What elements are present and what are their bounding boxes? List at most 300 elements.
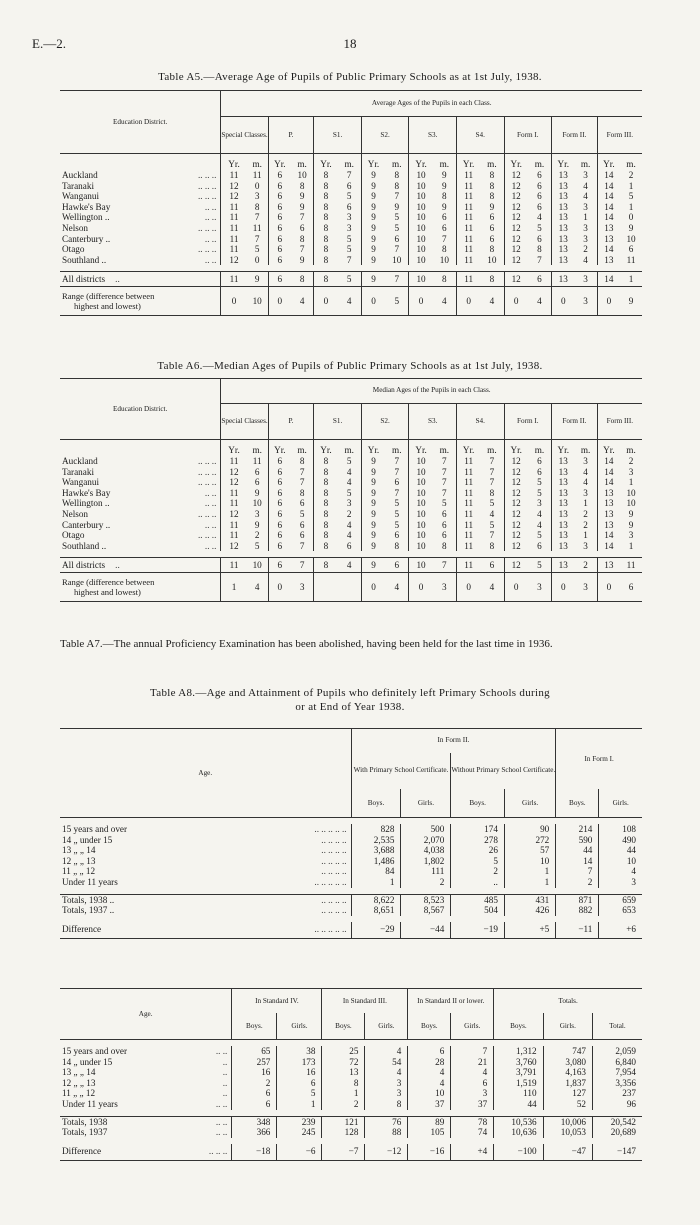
count-cell: 10,536 [494, 1116, 543, 1127]
age-cell: 10 [409, 477, 433, 488]
age-text: Difference [62, 924, 102, 935]
age-cell: 10 [252, 498, 262, 509]
age-cell: 10 [409, 255, 433, 266]
age-cell: 7 [254, 233, 260, 244]
age-cell: 8 [442, 540, 447, 551]
age-cell: 8 [314, 477, 338, 488]
age-cell: 8 [314, 191, 338, 202]
district-label: Otago [62, 530, 85, 541]
count-cell: 10 [504, 856, 555, 867]
district-name [60, 202, 221, 213]
age-cell: 3 [583, 456, 588, 466]
leader-dots: .. .. .. [198, 170, 217, 180]
district-label: Nelson [62, 222, 89, 233]
age-cell: 13 [552, 223, 575, 234]
range-cell: 0 [268, 573, 291, 602]
count-cell: 3 [599, 877, 642, 888]
range-cell: 3 [433, 573, 457, 602]
age-cell: 3 [537, 498, 542, 509]
count-cell: 6 [451, 1078, 494, 1089]
district-name [60, 244, 221, 255]
age-cell: 1 [628, 540, 634, 551]
class-header: S1. [314, 403, 362, 439]
district-name [60, 498, 221, 509]
age-cell: 11 [456, 255, 480, 266]
leader-dots: .. .. .. [198, 530, 217, 541]
age-cell: 5 [254, 540, 260, 551]
report-code: E.—2. [32, 36, 66, 51]
leader-dots: .. .. .. [198, 456, 217, 466]
age-cell: 11 [456, 191, 480, 202]
count-cell: −47 [543, 1144, 592, 1161]
age-cell: 1 [583, 212, 588, 223]
age-label [60, 866, 351, 877]
count-cell: −19 [451, 922, 505, 939]
age-cell: 13 [552, 541, 575, 552]
age-cell: 7 [537, 254, 542, 265]
count-cell: 3,791 [494, 1067, 543, 1078]
district-header: Education District. [60, 91, 221, 154]
age-cell: 13 [552, 520, 575, 531]
age-cell: 3 [583, 201, 588, 212]
age-cell: 13 [552, 456, 575, 467]
count-cell: 2 [401, 877, 451, 888]
age-cell: 6 [268, 456, 291, 467]
age-cell: 12 [504, 558, 528, 573]
range-cell: 4 [338, 287, 362, 316]
age-cell: 8 [299, 456, 305, 466]
age-cell: 9 [361, 202, 385, 213]
age-cell: 14 [597, 212, 620, 223]
age-cell: 11 [456, 558, 480, 573]
age-cell: 5 [394, 498, 400, 509]
age-cell: 10 [439, 254, 449, 265]
col-header: Boys. [232, 1013, 277, 1040]
unit-months: m. [534, 445, 545, 456]
age-cell: 14 [597, 244, 620, 255]
age-cell: 5 [537, 487, 542, 498]
count-cell: 13 [322, 1067, 365, 1078]
range-row [60, 573, 642, 602]
age-cell: 11 [456, 223, 480, 234]
age-cell: 6 [442, 508, 447, 519]
count-cell: 10,636 [494, 1127, 543, 1138]
age-cell: 2 [583, 244, 588, 255]
age-cell: 11 [456, 212, 480, 223]
count-cell: 14 [556, 856, 599, 867]
unit-years: Yr. [552, 154, 575, 171]
district-name [60, 255, 221, 266]
count-cell: 20,542 [593, 1116, 642, 1127]
age-cell: 6 [268, 530, 291, 541]
range-label [60, 573, 221, 602]
age-label [60, 856, 351, 867]
leader-dots: .. [222, 1056, 228, 1067]
class-header: Form II. [552, 403, 598, 439]
age-cell: 11 [456, 541, 480, 552]
age-cell: 13 [552, 488, 575, 499]
age-cell: 10 [409, 520, 433, 531]
table-row [60, 866, 642, 877]
age-cell: 9 [361, 244, 385, 255]
group-header: Average Ages of the Pupils in each Class. [221, 91, 642, 117]
age-cell: 2 [254, 530, 260, 541]
age-cell: 10 [247, 558, 269, 573]
count-cell: 6 [232, 1088, 277, 1099]
count-cell: 6 [232, 1099, 277, 1110]
count-cell: 90 [504, 824, 555, 835]
age-cell: 13 [552, 181, 575, 192]
age-cell: 12 [504, 541, 528, 552]
all-districts-text: All districts [62, 274, 106, 285]
count-cell: 214 [556, 824, 599, 835]
age-cell: 7 [442, 456, 447, 466]
table-row [60, 255, 642, 266]
count-cell: 121 [322, 1116, 365, 1127]
age-cell: 9 [361, 170, 385, 181]
count-cell: 348 [232, 1116, 277, 1127]
age-cell: 5 [628, 191, 634, 202]
age-cell: 9 [247, 272, 269, 287]
class-header: P. [268, 403, 314, 439]
age-cell: 6 [628, 244, 634, 255]
age-cell: 6 [254, 466, 260, 477]
count-cell: −16 [408, 1144, 451, 1161]
count-cell: 84 [351, 866, 401, 877]
leader-dots: .. .. [204, 254, 217, 265]
table-row [60, 509, 642, 520]
age-label [60, 1116, 232, 1127]
table-row [60, 1046, 642, 1057]
age-text: Totals, 1938 [62, 1116, 108, 1127]
age-label [60, 1067, 232, 1078]
all-districts-row [60, 558, 642, 573]
count-cell: −147 [593, 1144, 642, 1161]
count-cell: 7 [556, 866, 599, 877]
age-cell: 13 [552, 477, 575, 488]
col-header: Boys. [322, 1013, 365, 1040]
count-cell: 10 [408, 1088, 451, 1099]
age-cell: 6 [394, 233, 400, 244]
leader-dots: .. .. [215, 1127, 228, 1138]
count-cell: 3,760 [494, 1057, 543, 1068]
age-cell: 5 [299, 508, 305, 519]
age-cell: 6 [268, 212, 291, 223]
leader-dots: .. .. .. [198, 466, 217, 477]
age-cell: 11 [221, 212, 247, 223]
units-row [60, 440, 642, 457]
leader-dots: .. .. [204, 519, 217, 530]
age-cell: 12 [504, 456, 528, 467]
totals-row [60, 1116, 642, 1127]
age-cell: 10 [409, 181, 433, 192]
age-cell: 8 [314, 488, 338, 499]
age-cell: 7 [299, 212, 305, 223]
age-cell: 10 [409, 498, 433, 509]
age-cell: 9 [489, 201, 495, 212]
unit-months: m. [344, 445, 354, 456]
age-cell: 4 [489, 508, 495, 519]
unit-months: m. [297, 159, 307, 170]
count-cell: 37 [408, 1099, 451, 1110]
count-cell: 54 [365, 1057, 408, 1068]
count-cell: 44 [494, 1099, 543, 1110]
district-name [60, 223, 221, 234]
count-cell: 10,053 [543, 1127, 592, 1138]
count-cell: 2 [232, 1078, 277, 1089]
count-cell: 21 [451, 1057, 494, 1068]
std3-header: In Standard III. [322, 989, 408, 1014]
age-cell: 8 [489, 244, 495, 255]
age-cell: 3 [254, 508, 260, 519]
all-districts-label [60, 272, 221, 287]
age-cell: 8 [489, 540, 495, 551]
age-cell: 6 [268, 202, 291, 213]
count-cell: 8,651 [351, 905, 401, 916]
age-cell: 7 [291, 558, 314, 573]
count-cell: 110 [494, 1088, 543, 1099]
count-cell: −100 [494, 1144, 543, 1161]
unit-years: Yr. [456, 154, 480, 171]
age-cell: 1 [620, 272, 642, 287]
range-cell: 3 [574, 287, 597, 316]
age-text: 12 „ „ 13 [62, 855, 96, 866]
age-header: Age. [60, 729, 351, 818]
age-cell: 3 [583, 233, 588, 244]
col-header: Girls. [599, 789, 642, 817]
count-cell: 26 [451, 845, 505, 856]
district-label: Canterbury .. [62, 519, 111, 530]
age-cell: 7 [299, 244, 305, 255]
range-cell: 3 [528, 573, 552, 602]
age-cell: 9 [299, 191, 305, 202]
age-cell: 13 [552, 244, 575, 255]
age-text: 15 years and over [62, 1046, 128, 1056]
age-text: 13 „ „ 14 [62, 845, 96, 856]
range-label-line1: Range (difference between [62, 577, 155, 588]
age-cell: 3 [574, 272, 597, 287]
count-cell: 747 [543, 1046, 592, 1057]
difference-row [60, 1144, 642, 1161]
district-label: Auckland [62, 456, 98, 466]
age-cell: 5 [537, 222, 542, 233]
age-cell: 6 [480, 558, 504, 573]
count-cell: 500 [401, 824, 451, 835]
unit-months: m. [487, 159, 497, 170]
age-cell: 9 [361, 488, 385, 499]
count-cell: 828 [351, 824, 401, 835]
age-cell: 11 [221, 558, 247, 573]
age-cell: 10 [409, 212, 433, 223]
count-cell: 1 [277, 1099, 322, 1110]
age-cell: 3 [254, 191, 260, 202]
district-label: Southland .. [62, 254, 107, 265]
count-cell: 3,356 [593, 1078, 642, 1089]
age-cell: 12 [504, 244, 528, 255]
age-cell: 3 [346, 212, 352, 223]
range-cell: 0 [504, 573, 528, 602]
age-cell: 9 [628, 519, 634, 530]
col-header: Girls. [401, 789, 451, 817]
age-cell: 13 [552, 558, 575, 573]
count-cell: 4,163 [543, 1067, 592, 1078]
leader-dots: .. [222, 1088, 228, 1099]
count-cell: 278 [451, 835, 505, 846]
count-cell: 4 [599, 866, 642, 877]
table-a5 [60, 90, 642, 316]
col-header: Girls. [543, 1013, 592, 1040]
district-label: Wellington .. [62, 498, 110, 509]
age-cell: 6 [268, 244, 291, 255]
age-cell: 11 [252, 170, 262, 180]
age-cell: 6 [394, 530, 400, 541]
age-cell: 12 [504, 223, 528, 234]
count-cell: 5 [451, 856, 505, 867]
age-cell: 4 [583, 180, 588, 191]
age-cell: 7 [299, 466, 305, 477]
count-cell: 2,070 [401, 835, 451, 846]
class-header: S3. [409, 403, 457, 439]
count-cell: 3 [365, 1078, 408, 1089]
count-cell: 8,622 [351, 894, 401, 905]
range-label-line2: highest and lowest) [74, 301, 141, 312]
age-cell: 9 [254, 519, 260, 530]
age-cell: 9 [394, 201, 400, 212]
age-cell: 10 [409, 467, 433, 478]
age-cell: 13 [552, 212, 575, 223]
count-cell: 16 [277, 1067, 322, 1078]
age-cell: 8 [480, 272, 504, 287]
age-cell: 3 [628, 530, 634, 541]
age-cell: 6 [268, 181, 291, 192]
age-cell: 8 [433, 272, 457, 287]
form2-header: In Form II. [351, 729, 556, 753]
age-cell: 0 [254, 180, 260, 191]
unit-months: m. [252, 159, 262, 170]
age-cell: 12 [221, 477, 247, 488]
age-cell: 13 [552, 170, 575, 181]
age-cell: 4 [338, 558, 362, 573]
age-cell: 7 [254, 212, 260, 223]
age-text: 12 „ „ 13 [62, 1077, 96, 1088]
unit-months: m. [344, 159, 354, 170]
unit-years: Yr. [504, 154, 528, 171]
units-row [60, 154, 642, 171]
age-text: 14 „ under 15 [62, 834, 113, 845]
age-cell: 9 [361, 541, 385, 552]
age-cell: 12 [504, 191, 528, 202]
age-text: 11 „ „ 12 [62, 1088, 96, 1099]
table-row [60, 541, 642, 552]
age-cell: 10 [409, 170, 433, 181]
count-cell: 105 [408, 1127, 451, 1138]
range-cell: 1 [221, 573, 247, 602]
unit-months: m. [534, 159, 545, 170]
unit-years: Yr. [504, 440, 528, 457]
age-cell: 12 [504, 234, 528, 245]
age-cell: 8 [314, 223, 338, 234]
age-cell: 5 [394, 508, 400, 519]
count-cell: 3 [365, 1088, 408, 1099]
age-cell: 13 [552, 272, 575, 287]
count-cell: 1 [351, 877, 401, 888]
age-cell: 8 [489, 487, 495, 498]
leader-dots: .. .. [204, 498, 217, 509]
range-cell: 4 [291, 287, 314, 316]
age-text: Totals, 1938 .. [62, 894, 115, 905]
age-cell: 3 [628, 466, 634, 477]
age-cell: 9 [361, 498, 385, 509]
table-row [60, 477, 642, 488]
age-cell: 8 [314, 170, 338, 181]
age-cell: 6 [299, 222, 305, 233]
age-cell: 3 [583, 487, 588, 498]
age-label [60, 1099, 232, 1110]
count-cell: 128 [322, 1127, 365, 1138]
count-cell: 4,038 [401, 845, 451, 856]
count-cell: 2 [322, 1099, 365, 1110]
age-cell: 8 [394, 540, 400, 551]
district-name [60, 509, 221, 520]
age-cell: 9 [361, 255, 385, 266]
count-cell: 10 [599, 856, 642, 867]
unit-months: m. [580, 445, 591, 456]
class-header: S1. [314, 117, 362, 154]
class-header: S2. [361, 117, 409, 154]
count-cell: 4 [365, 1046, 408, 1057]
count-cell: 1,802 [401, 856, 451, 867]
unit-years: Yr. [361, 154, 385, 171]
leader-dots: .. .. .. [198, 477, 217, 488]
count-cell: 111 [401, 866, 451, 877]
range-row [60, 287, 642, 316]
age-cell: 5 [346, 191, 352, 202]
age-cell: 8 [394, 180, 400, 191]
age-cell: 6 [528, 272, 552, 287]
leader-dots: .. .. .. .. [321, 845, 347, 856]
range-cell: 4 [385, 573, 409, 602]
age-cell: 6 [537, 233, 542, 244]
age-cell: 6 [537, 191, 542, 202]
count-cell: 4 [451, 1067, 494, 1078]
age-cell: 14 [597, 477, 620, 488]
count-cell: 6,840 [593, 1057, 642, 1068]
age-cell: 11 [456, 456, 480, 467]
age-cell: 5 [394, 212, 400, 223]
age-cell: 9 [361, 467, 385, 478]
age-cell: 11 [456, 530, 480, 541]
count-cell: 8,523 [401, 894, 451, 905]
age-text: 11 „ „ 12 [62, 866, 96, 877]
age-cell: 6 [254, 477, 260, 488]
count-cell: −6 [277, 1144, 322, 1161]
age-cell: 11 [456, 170, 480, 181]
age-cell: 9 [442, 170, 447, 180]
age-cell: 10 [409, 272, 433, 287]
count-cell: 3,080 [543, 1057, 592, 1068]
district-label: Auckland [62, 170, 98, 180]
class-header: Form III. [597, 403, 642, 439]
count-cell: 127 [543, 1088, 592, 1099]
table-row [60, 520, 642, 531]
age-cell: 5 [394, 519, 400, 530]
age-cell: 10 [297, 170, 307, 180]
count-cell: −44 [401, 922, 451, 939]
table-row [60, 202, 642, 213]
age-cell: 9 [628, 508, 634, 519]
district-name [60, 212, 221, 223]
count-cell: 78 [451, 1116, 494, 1127]
